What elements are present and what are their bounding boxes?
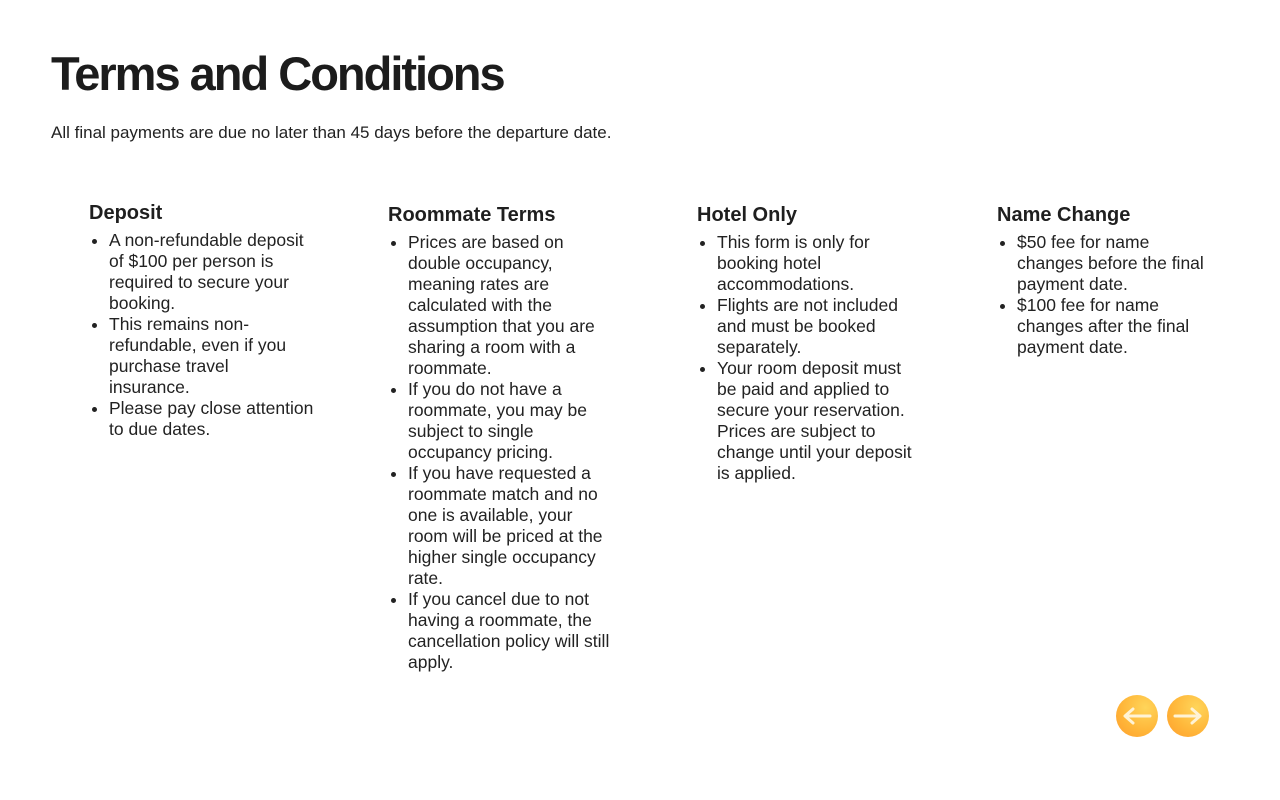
list-item: • A non-refundable deposit of $100 per person is required to secure your booking. (109, 230, 314, 314)
list-item: • Please pay close attention to due dates. (109, 398, 314, 440)
roommate-section (388, 203, 610, 673)
deposit-list (89, 230, 314, 440)
hotel-heading: Hotel Only (697, 204, 798, 226)
list-item: • Flights are not included and must be booked separately. (717, 295, 917, 358)
page-title: Terms and Conditions (51, 47, 504, 100)
list-item: • $100 fee for name changes after the final payment date. (1017, 295, 1212, 358)
list-item: • This remains non-refundable, even if you purchase travel insurance. (109, 314, 314, 398)
page-subtitle: All final payments are due no later than 45 days before the departure date. (51, 123, 612, 142)
next-button[interactable] (1167, 695, 1209, 737)
deposit-section (89, 201, 314, 440)
list-item: • If you cancel due to not having a roommate, the cancellation policy will still apply. (408, 589, 610, 673)
previous-button[interactable] (1116, 695, 1158, 737)
deposit-heading: Deposit (89, 202, 163, 224)
name-change-heading: Name Change (997, 204, 1131, 226)
name-change-list (997, 232, 1212, 358)
roommate-heading: Roommate Terms (388, 204, 556, 226)
list-item: • This form is only for booking hotel accommodations. (717, 232, 917, 295)
hotel-section (697, 203, 917, 484)
list-item: • Prices are based on double occupancy, meaning rates are calculated with the assumption that you are sharing a room with a roommate. (408, 232, 610, 379)
roommate-list (388, 232, 610, 673)
list-item: • If you do not have a roommate, you may be subject to single occupancy pricing. (408, 379, 610, 463)
arrow-right-icon (1173, 707, 1203, 725)
list-item: • If you have requested a roommate match and no one is available, your room will be priced at the higher single occupancy rate. (408, 463, 610, 589)
list-item: • $50 fee for name changes before the final payment date. (1017, 232, 1212, 295)
arrow-left-icon (1122, 707, 1152, 725)
name-change-section (997, 203, 1212, 358)
list-item: • Your room deposit must be paid and applied to secure your reservation. Prices are subject to change until your deposit is applied. (717, 358, 917, 484)
hotel-list (697, 232, 917, 484)
